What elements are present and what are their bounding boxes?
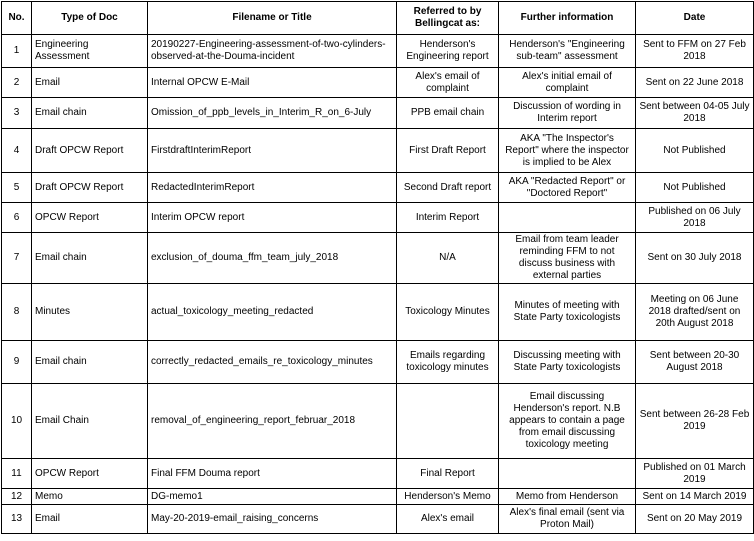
row-referred: Toxicology Minutes <box>397 284 499 341</box>
row-no: 11 <box>2 459 32 489</box>
header-filename-or-title: Filename or Title <box>148 2 397 35</box>
row-no: 5 <box>2 173 32 203</box>
row-filename: RedactedInterimReport <box>148 173 397 203</box>
header-row <box>2 2 754 35</box>
row-type: Email <box>32 68 148 98</box>
row-referred: N/A <box>397 233 499 284</box>
row-date: Sent on 20 May 2019 <box>636 505 754 534</box>
row-type: Email chain <box>32 341 148 384</box>
header-further-information: Further information <box>499 2 636 35</box>
row-further: Email from team leader reminding FFM to not discuss business with external parties <box>499 233 636 284</box>
row-date: Sent between 26-28 Feb 2019 <box>636 384 754 459</box>
row-type: Minutes <box>32 284 148 341</box>
row-filename: actual_toxicology_meeting_redacted <box>148 284 397 341</box>
header-no: No. <box>2 2 32 35</box>
row-further: Memo from Henderson <box>499 489 636 505</box>
row-filename: 20190227-Engineering-assessment-of-two-cylinders-observed-at-the-Douma-incident <box>148 35 397 68</box>
row-referred: Emails regarding toxicology minutes <box>397 341 499 384</box>
table-row <box>2 489 754 505</box>
row-referred: PPB email chain <box>397 98 499 129</box>
row-filename: correctly_redacted_emails_re_toxicology_minutes <box>148 341 397 384</box>
header-type-of-doc: Type of Doc <box>32 2 148 35</box>
row-referred: Alex's email <box>397 505 499 534</box>
row-type: OPCW Report <box>32 459 148 489</box>
documents-table <box>1 1 754 534</box>
row-type: Email chain <box>32 233 148 284</box>
row-date: Sent on 22 June 2018 <box>636 68 754 98</box>
row-further: Alex's final email (sent via Proton Mail) <box>499 505 636 534</box>
row-type: Memo <box>32 489 148 505</box>
row-further <box>499 203 636 233</box>
row-further: AKA "The Inspector's Report" where the inspector is implied to be Alex <box>499 129 636 173</box>
row-filename: DG-memo1 <box>148 489 397 505</box>
row-no: 7 <box>2 233 32 284</box>
table-row <box>2 129 754 173</box>
row-type: Draft OPCW Report <box>32 173 148 203</box>
row-filename: May-20-2019-email_raising_concerns <box>148 505 397 534</box>
row-further: Alex's initial email of complaint <box>499 68 636 98</box>
row-referred: Final Report <box>397 459 499 489</box>
row-date: Meeting on 06 June 2018 drafted/sent on 20th August 2018 <box>636 284 754 341</box>
row-referred: Alex's email of complaint <box>397 68 499 98</box>
row-referred: Second Draft report <box>397 173 499 203</box>
row-referred: Henderson's Memo <box>397 489 499 505</box>
table-row <box>2 68 754 98</box>
row-no: 10 <box>2 384 32 459</box>
row-type: Engineering Assessment <box>32 35 148 68</box>
row-filename: Internal OPCW E-Mail <box>148 68 397 98</box>
table-row <box>2 35 754 68</box>
row-date: Sent to FFM on 27 Feb 2018 <box>636 35 754 68</box>
row-further: Discussion of wording in Interim report <box>499 98 636 129</box>
row-filename: removal_of_engineering_report_februar_2018 <box>148 384 397 459</box>
row-further: Minutes of meeting with State Party toxicologists <box>499 284 636 341</box>
row-type: Email Chain <box>32 384 148 459</box>
table-row <box>2 505 754 534</box>
row-type: Email chain <box>32 98 148 129</box>
table-row <box>2 203 754 233</box>
row-date: Sent on 14 March 2019 <box>636 489 754 505</box>
table-row <box>2 284 754 341</box>
row-date: Sent between 04-05 July 2018 <box>636 98 754 129</box>
row-filename: Interim OPCW report <box>148 203 397 233</box>
row-further: Henderson's "Engineering sub-team" assessment <box>499 35 636 68</box>
row-no: 9 <box>2 341 32 384</box>
table-row <box>2 384 754 459</box>
row-no: 1 <box>2 35 32 68</box>
row-date: Published on 06 July 2018 <box>636 203 754 233</box>
row-filename: FirstdraftInterimReport <box>148 129 397 173</box>
header-referred-to-by: Referred to by Bellingcat as: <box>397 2 499 35</box>
row-type: Email <box>32 505 148 534</box>
row-no: 2 <box>2 68 32 98</box>
table-row <box>2 98 754 129</box>
row-no: 13 <box>2 505 32 534</box>
row-date: Not Published <box>636 129 754 173</box>
row-date: Sent between 20-30 August 2018 <box>636 341 754 384</box>
row-further: Email discussing Henderson's report. N.B appears to contain a page from email discussing toxicology meeting <box>499 384 636 459</box>
row-filename: Omission_of_ppb_levels_in_Interim_R_on_6-July <box>148 98 397 129</box>
table-row <box>2 173 754 203</box>
row-referred: Henderson's Engineering report <box>397 35 499 68</box>
table-row <box>2 341 754 384</box>
row-further: AKA "Redacted Report" or "Doctored Report" <box>499 173 636 203</box>
table-row <box>2 459 754 489</box>
row-further <box>499 459 636 489</box>
row-no: 8 <box>2 284 32 341</box>
row-no: 6 <box>2 203 32 233</box>
row-no: 3 <box>2 98 32 129</box>
row-type: OPCW Report <box>32 203 148 233</box>
row-no: 12 <box>2 489 32 505</box>
row-further: Discussing meeting with State Party toxicologists <box>499 341 636 384</box>
row-filename: exclusion_of_douma_ffm_team_july_2018 <box>148 233 397 284</box>
row-referred <box>397 384 499 459</box>
table-row <box>2 233 754 284</box>
row-filename: Final FFM Douma report <box>148 459 397 489</box>
row-referred: First Draft Report <box>397 129 499 173</box>
row-date: Not Published <box>636 173 754 203</box>
row-referred: Interim Report <box>397 203 499 233</box>
row-no: 4 <box>2 129 32 173</box>
row-date: Sent on 30 July 2018 <box>636 233 754 284</box>
row-type: Draft OPCW Report <box>32 129 148 173</box>
row-date: Published on 01 March 2019 <box>636 459 754 489</box>
header-date: Date <box>636 2 754 35</box>
